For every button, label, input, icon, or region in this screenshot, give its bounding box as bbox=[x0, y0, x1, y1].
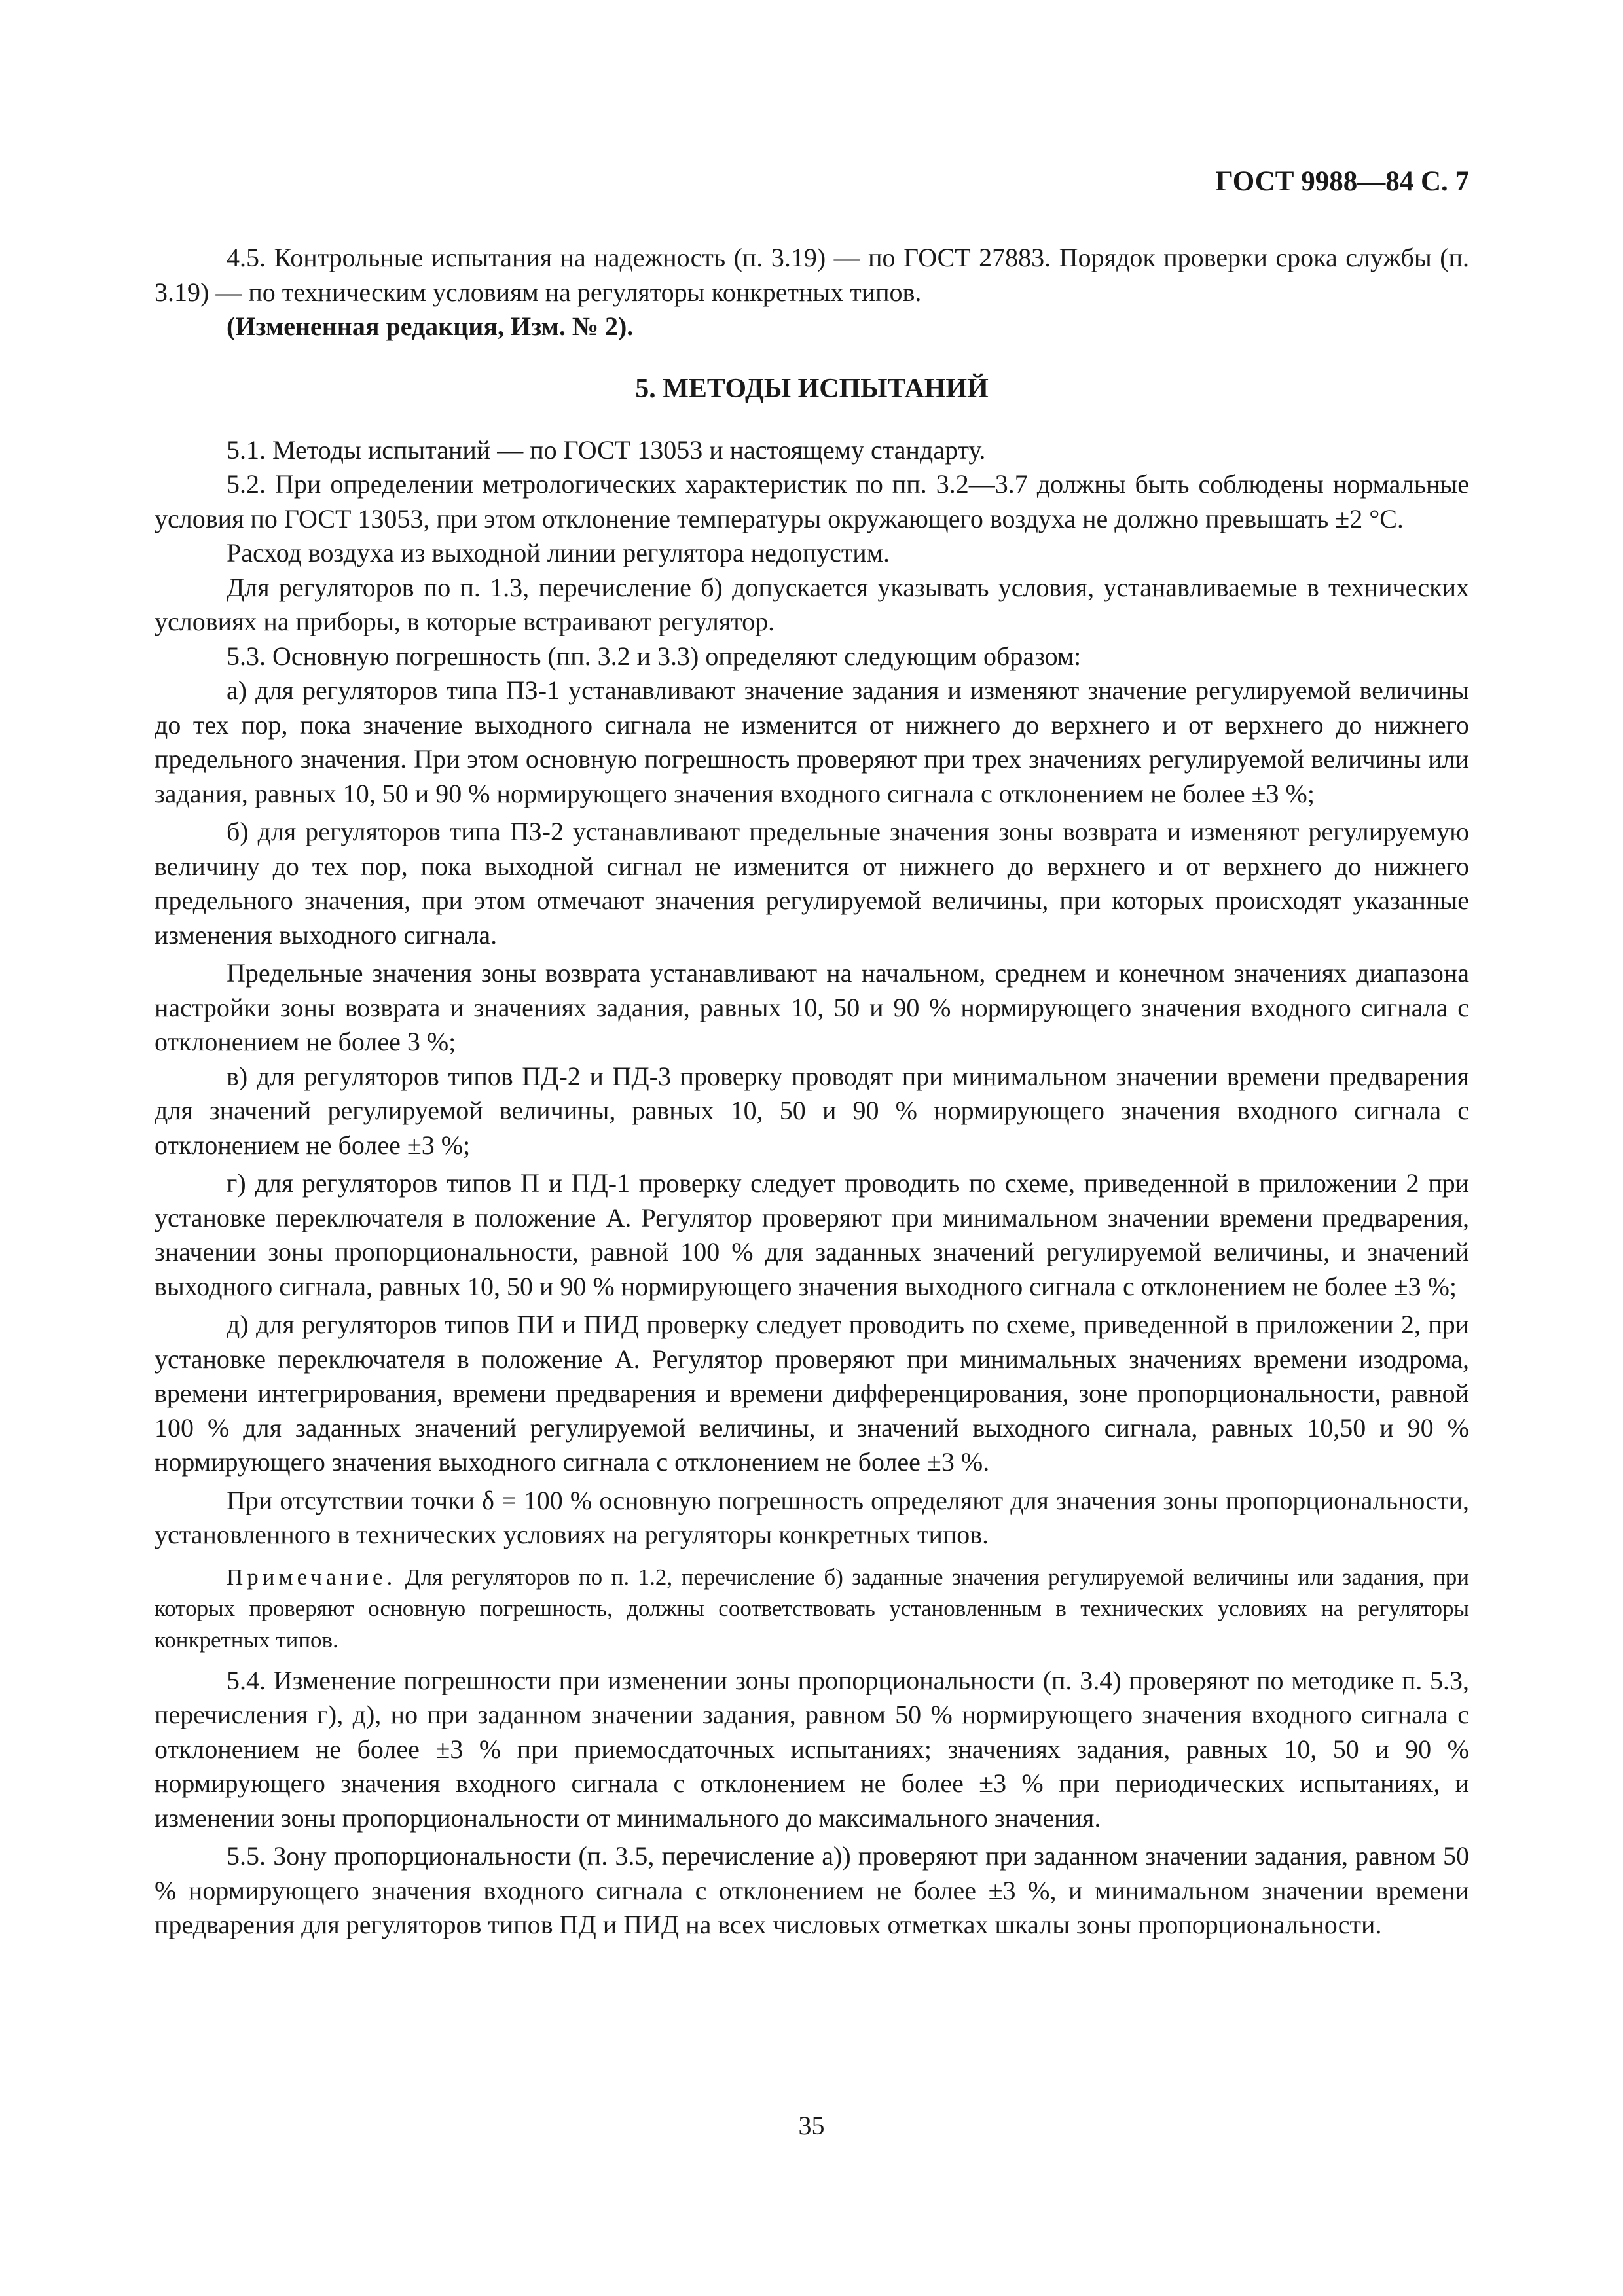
paragraph-5-2-regulators: Для регуляторов по п. 1.3, перечисление б) допускается указывать условия, устанавливаемые в технических условиях на приборы, в которые встраивают регулятор. bbox=[155, 572, 1469, 636]
paragraph-5-3: 5.3. Основную погрешность (пп. 3.2 и 3.3) определяют следующим образом: bbox=[227, 641, 1082, 671]
note bbox=[155, 1562, 1469, 1656]
paragraph-5-4: 5.4. Изменение погрешности при изменении зоны пропорциональности (п. 3.4) проверяют по методике п. 5.3, перечисления г), д), но при заданном значении задания, равном 50 % нормирующего значения входного сигнала с отклонением не более ±3 % при приемосдаточных испытаниях; значениях задания, равных 10, 50 и 90 % нормирующего значения входного сигнала с отклонением не более ±3 % при периодических испытаниях, и изменении зоны пропорциональности от минимального до максимального значения. bbox=[155, 1665, 1469, 1833]
paragraph-5-1: 5.1. Методы испытаний — по ГОСТ 13053 и настоящему стандарту. bbox=[227, 435, 986, 465]
note-text: Для регуляторов по п. 1.2, перечисление б) заданные значения регулируемой величины или задания, при которых проверяют основную погрешность, должны соответствовать установленным в технических условиях на регуляторы конкретных типов. bbox=[155, 1564, 1469, 1653]
section-title: 5. МЕТОДЫ ИСПЫТАНИЙ bbox=[635, 373, 989, 404]
paragraph-5-3-b-limits: Предельные значения зоны возврата устанавливают на начальном, среднем и конечном значениях диапазона настройки зоны возврата и значениях задания, равных 10, 50 и 90 % нормирующего значения входного сигнала с отклонением не более 3 %; bbox=[155, 958, 1469, 1056]
paragraph-5-3-a: а) для регуляторов типа ПЗ-1 устанавливают значение задания и изменяют значение регулируемой величины до тех пор, пока значение выходного сигнала не изменится от нижнего до верхнего и от верхнего до нижнего предельного значения. При этом основную погрешность проверяют при трех значениях регулируемой величины или задания, равных 10, 50 и 90 % нормирующего значения входного сигнала с отклонением не более ±3 %; bbox=[155, 675, 1469, 808]
document-body bbox=[155, 241, 1469, 1943]
amendment-note: (Измененная редакция, Изм. № 2). bbox=[227, 312, 634, 341]
document-page bbox=[155, 164, 1469, 1943]
paragraph-5-3-b: б) для регуляторов типа ПЗ-2 устанавливают предельные значения зоны возврата и изменяют регулируемую величину до тех пор, пока выходной сигнал не изменится от нижнего до верхнего и от верхнего до нижнего предельного значения, при этом отмечают значения регулируемой величины, при которых происходят указанные изменения выходного сигнала. bbox=[155, 817, 1469, 950]
paragraph-5-2: 5.2. При определении метрологических характеристик по пп. 3.2—3.7 должны быть соблюдены нормальные условия по ГОСТ 13053, при этом отклонение температуры окружающего воздуха не должно превышать ±2 °С. bbox=[155, 469, 1469, 533]
note-label: Примечание. bbox=[227, 1564, 397, 1590]
paragraph-5-3-d: д) для регуляторов типов ПИ и ПИД проверку следует проводить по схеме, приведенной в приложении 2, при установке переключателя в положение А. Регулятор проверяют при минимальных значениях времени изодрома, времени интегрирования, времени предварения и времени дифференцирования, зоне пропорциональности, равной 100 % для заданных значений регулируемой величины, и значений выходного сигнала, равных 10,50 и 90 % нормирующего значения выходного сигнала с отклонением не более ±3 %. bbox=[155, 1310, 1469, 1477]
document-header: ГОСТ 9988—84 С. 7 bbox=[1215, 166, 1469, 197]
paragraph-5-2-air: Расход воздуха из выходной линии регулятора недопустим. bbox=[227, 538, 890, 567]
paragraph-5-5: 5.5. Зону пропорциональности (п. 3.5, перечисление а)) проверяют при заданном значении задания, равном 50 % нормирующего значения входного сигнала с отклонением не более ±3 %, и минимальном значении времени предварения для регуляторов типов ПД и ПИД на всех числовых отметках шкалы зоны пропорциональности. bbox=[155, 1841, 1469, 1939]
paragraph-5-3-g: г) для регуляторов типов П и ПД-1 проверку следует проводить по схеме, приведенной в приложении 2 при установке переключателя в положение А. Регулятор проверяют при минимальном значении времени предварения, значении зоны пропорциональности, равной 100 % для заданных значений регулируемой величины, и значений выходного сигнала, равных 10, 50 и 90 % нормирующего значения выходного сигнала с отклонением не более ±3 %; bbox=[155, 1168, 1469, 1301]
page-number: 35 bbox=[798, 2111, 825, 2140]
paragraph-5-3-v: в) для регуляторов типов ПД-2 и ПД-3 проверку проводят при минимальном значении времени предварения для значений регулируемой величины, равных 10, 50 и 90 % нормирующего значения входного сигнала с отклонением не более ±3 %; bbox=[155, 1061, 1469, 1160]
paragraph-4-5: 4.5. Контрольные испытания на надежность (п. 3.19) — по ГОСТ 27883. Порядок проверки срока службы (п. 3.19) — по техническим условиям на регуляторы конкретных типов. bbox=[155, 243, 1469, 307]
paragraph-5-3-delta: При отсутствии точки δ = 100 % основную погрешность определяют для значения зоны пропорциональности, установленного в технических условиях на регуляторы конкретных типов. bbox=[155, 1485, 1469, 1549]
